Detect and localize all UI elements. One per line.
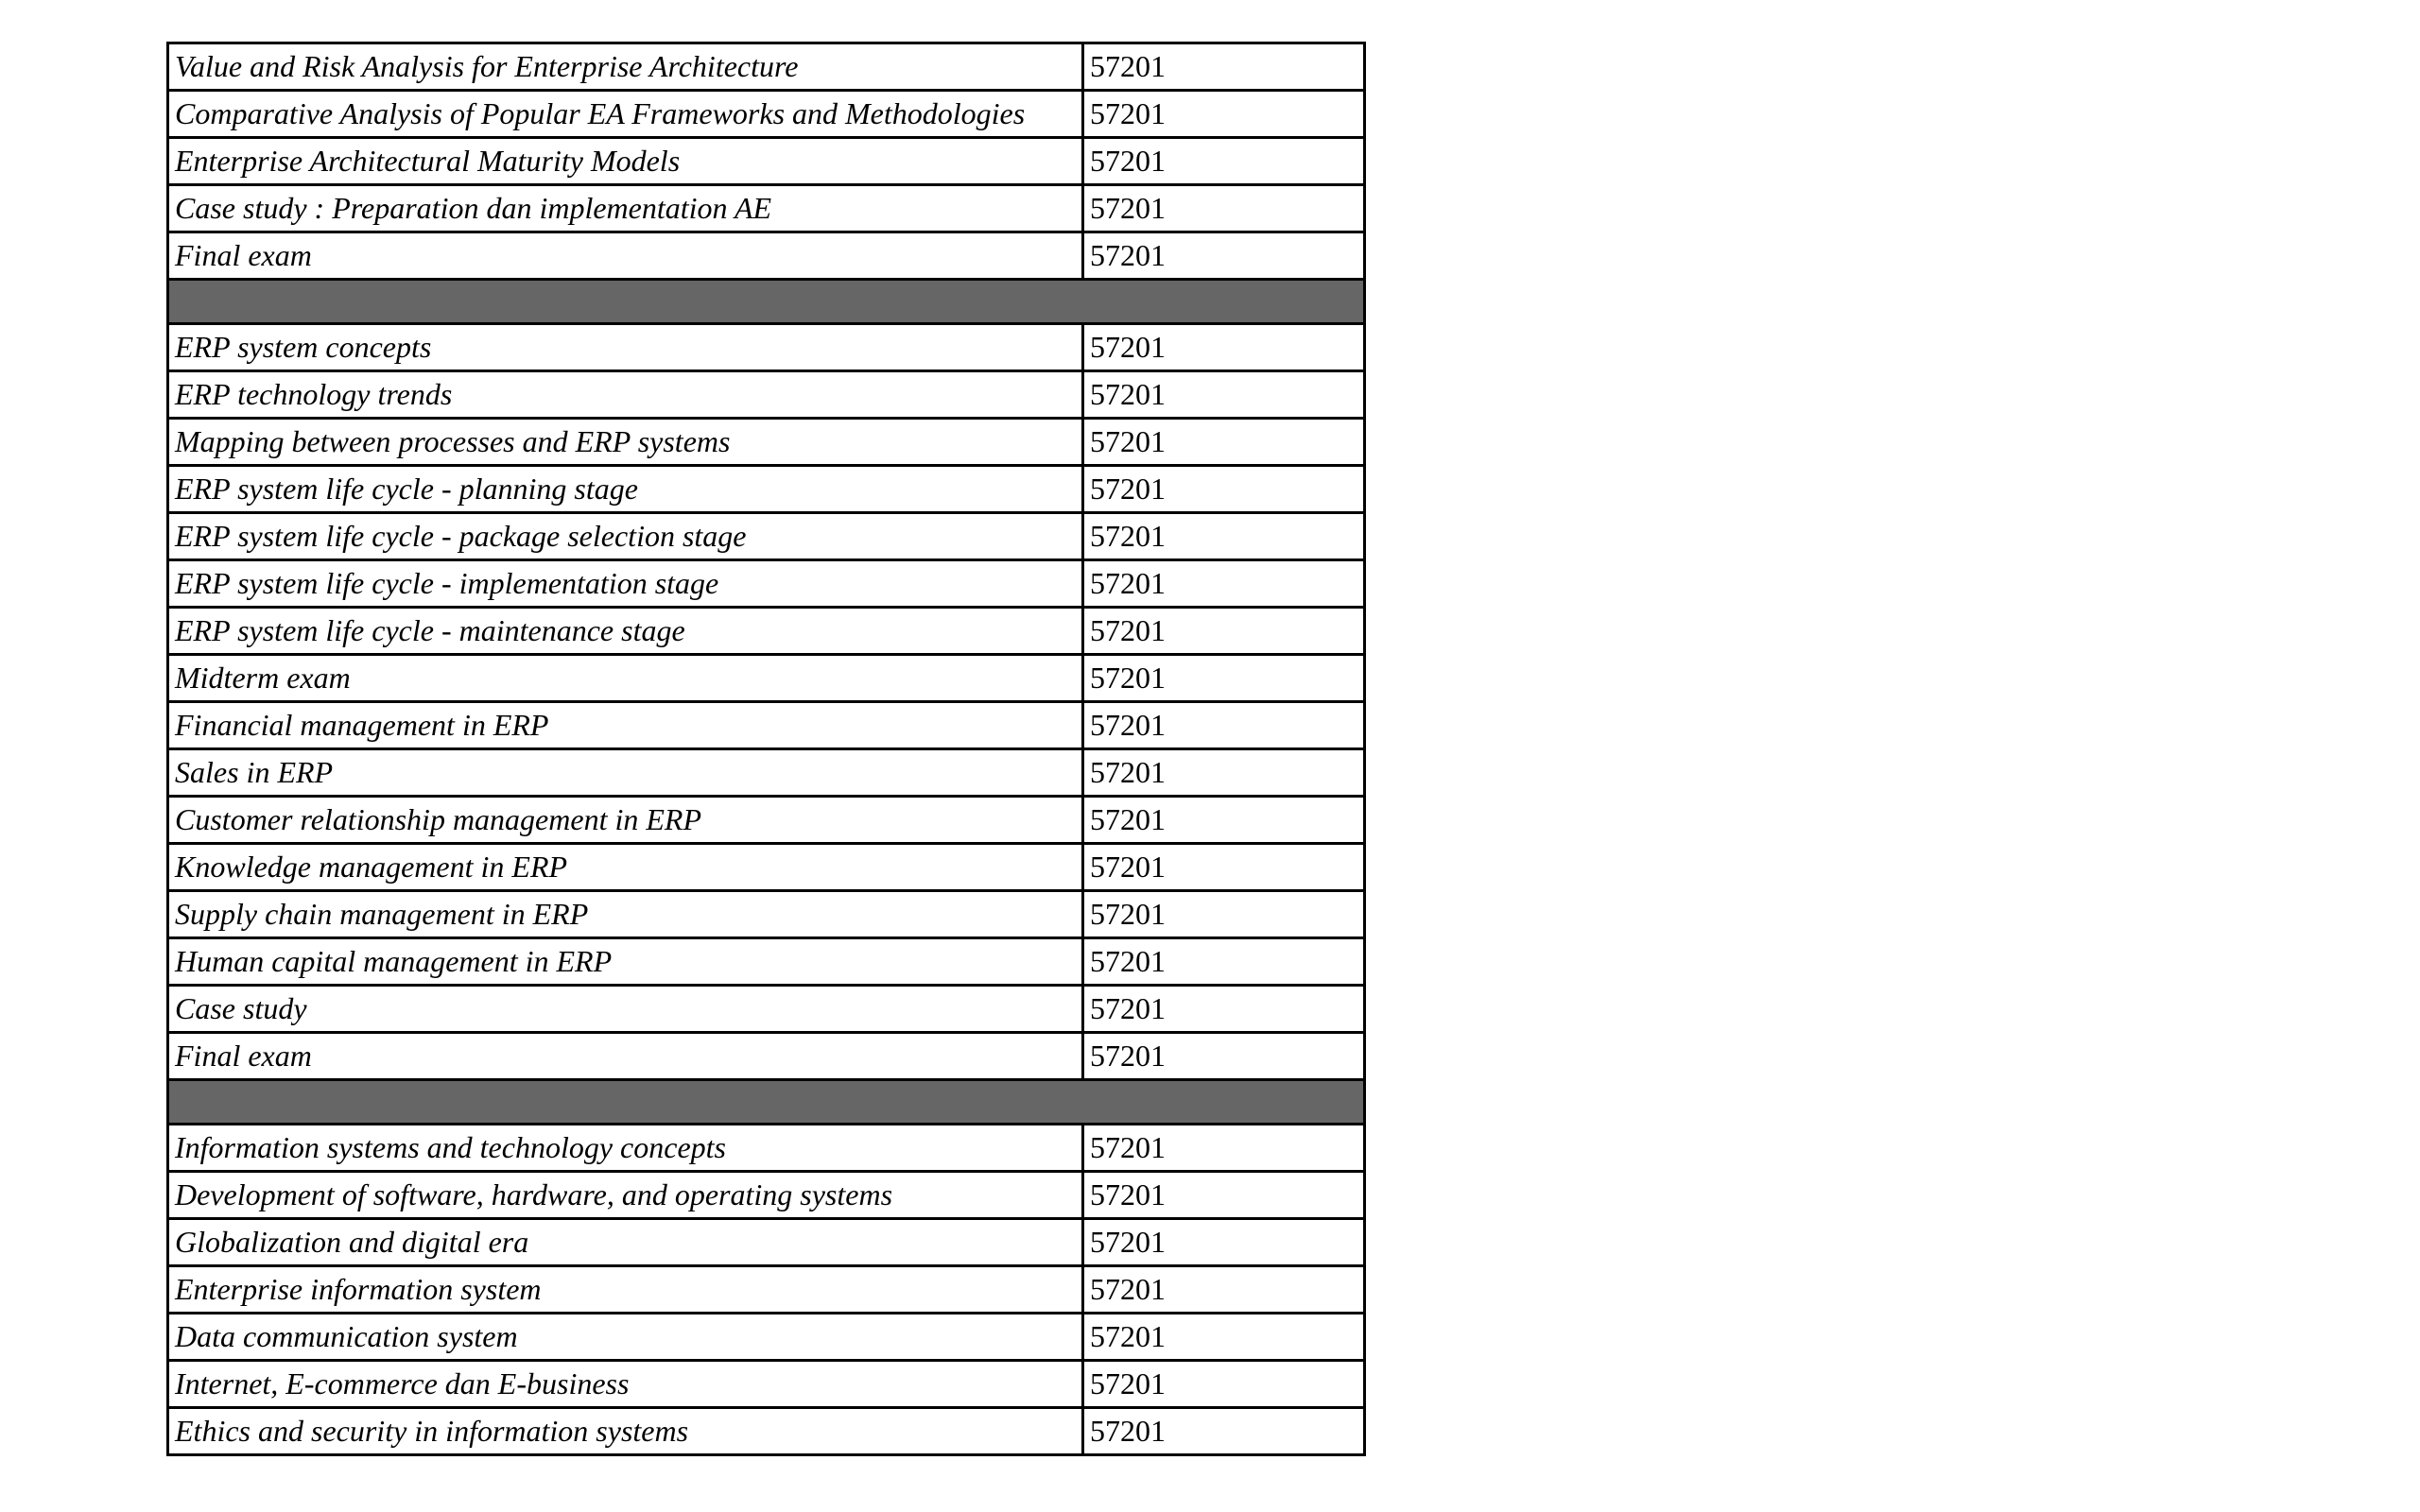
topic-cell: Value and Risk Analysis for Enterprise Architecture	[168, 43, 1083, 91]
course-code-cell: 57201	[1083, 1314, 1365, 1361]
topic-cell: ERP system life cycle - package selection stage	[168, 513, 1083, 560]
topic-cell: ERP system life cycle - maintenance stage	[168, 608, 1083, 655]
topic-cell: Case study : Preparation dan implementation AE	[168, 185, 1083, 232]
course-code-cell: 57201	[1083, 1219, 1365, 1266]
table-row	[168, 1266, 1365, 1314]
topic-cell: Comparative Analysis of Popular EA Frameworks and Methodologies	[168, 91, 1083, 138]
table-row	[168, 702, 1365, 749]
table-row	[168, 232, 1365, 280]
course-code-cell: 57201	[1083, 138, 1365, 185]
table-row	[168, 608, 1365, 655]
topic-cell: Enterprise information system	[168, 1266, 1083, 1314]
course-code-cell: 57201	[1083, 797, 1365, 844]
table-row	[168, 1219, 1365, 1266]
table-row	[168, 891, 1365, 938]
topic-cell: Supply chain management in ERP	[168, 891, 1083, 938]
table-row	[168, 1408, 1365, 1455]
table-row	[168, 1314, 1365, 1361]
topic-cell: Mapping between processes and ERP systems	[168, 419, 1083, 466]
topic-cell: Data communication system	[168, 1314, 1083, 1361]
course-code-cell: 57201	[1083, 513, 1365, 560]
table-row	[168, 749, 1365, 797]
topic-cell: Development of software, hardware, and operating systems	[168, 1172, 1083, 1219]
course-code-cell: 57201	[1083, 185, 1365, 232]
section-separator-cell	[168, 280, 1365, 324]
table-row	[168, 1033, 1365, 1080]
course-code-cell: 57201	[1083, 1408, 1365, 1455]
table-row	[168, 138, 1365, 185]
topic-cell: Ethics and security in information systems	[168, 1408, 1083, 1455]
table-row	[168, 324, 1365, 371]
table-row	[168, 91, 1365, 138]
topic-cell: ERP technology trends	[168, 371, 1083, 419]
topic-cell: ERP system life cycle - planning stage	[168, 466, 1083, 513]
course-code-cell: 57201	[1083, 91, 1365, 138]
topic-cell: Case study	[168, 986, 1083, 1033]
course-code-cell: 57201	[1083, 938, 1365, 986]
table-row	[168, 655, 1365, 702]
course-code-cell: 57201	[1083, 655, 1365, 702]
course-code-cell: 57201	[1083, 1033, 1365, 1080]
topic-cell: Internet, E-commerce dan E-business	[168, 1361, 1083, 1408]
table-row	[168, 938, 1365, 986]
table-row	[168, 797, 1365, 844]
topic-cell: Sales in ERP	[168, 749, 1083, 797]
table-row	[168, 844, 1365, 891]
course-code-cell: 57201	[1083, 43, 1365, 91]
course-code-cell: 57201	[1083, 1172, 1365, 1219]
course-code-cell: 57201	[1083, 560, 1365, 608]
course-code-cell: 57201	[1083, 324, 1365, 371]
table-row	[168, 513, 1365, 560]
course-code-cell: 57201	[1083, 702, 1365, 749]
topic-cell: ERP system concepts	[168, 324, 1083, 371]
table-row	[168, 986, 1365, 1033]
topic-cell: Final exam	[168, 232, 1083, 280]
course-code-cell: 57201	[1083, 232, 1365, 280]
course-code-cell: 57201	[1083, 419, 1365, 466]
course-code-cell: 57201	[1083, 891, 1365, 938]
topic-cell: Information systems and technology concepts	[168, 1125, 1083, 1172]
course-code-cell: 57201	[1083, 466, 1365, 513]
course-topics-table-body	[168, 43, 1365, 1455]
topic-cell: Globalization and digital era	[168, 1219, 1083, 1266]
course-code-cell: 57201	[1083, 1266, 1365, 1314]
section-separator	[168, 280, 1365, 324]
table-row	[168, 1361, 1365, 1408]
table-row	[168, 419, 1365, 466]
table-row	[168, 1172, 1365, 1219]
section-separator-cell	[168, 1080, 1365, 1125]
topic-cell: Financial management in ERP	[168, 702, 1083, 749]
table-row	[168, 1125, 1365, 1172]
course-code-cell: 57201	[1083, 749, 1365, 797]
course-code-cell: 57201	[1083, 986, 1365, 1033]
topic-cell: Enterprise Architectural Maturity Models	[168, 138, 1083, 185]
topic-cell: Midterm exam	[168, 655, 1083, 702]
table-row	[168, 43, 1365, 91]
topic-cell: Human capital management in ERP	[168, 938, 1083, 986]
table-row	[168, 185, 1365, 232]
course-code-cell: 57201	[1083, 371, 1365, 419]
table-row	[168, 466, 1365, 513]
topic-cell: Customer relationship management in ERP	[168, 797, 1083, 844]
section-separator	[168, 1080, 1365, 1125]
table-row	[168, 560, 1365, 608]
topic-cell: ERP system life cycle - implementation stage	[168, 560, 1083, 608]
topic-cell: Final exam	[168, 1033, 1083, 1080]
table-row	[168, 371, 1365, 419]
course-topics-table	[166, 42, 1366, 1456]
topic-cell: Knowledge management in ERP	[168, 844, 1083, 891]
course-code-cell: 57201	[1083, 1125, 1365, 1172]
course-code-cell: 57201	[1083, 1361, 1365, 1408]
course-code-cell: 57201	[1083, 844, 1365, 891]
course-code-cell: 57201	[1083, 608, 1365, 655]
